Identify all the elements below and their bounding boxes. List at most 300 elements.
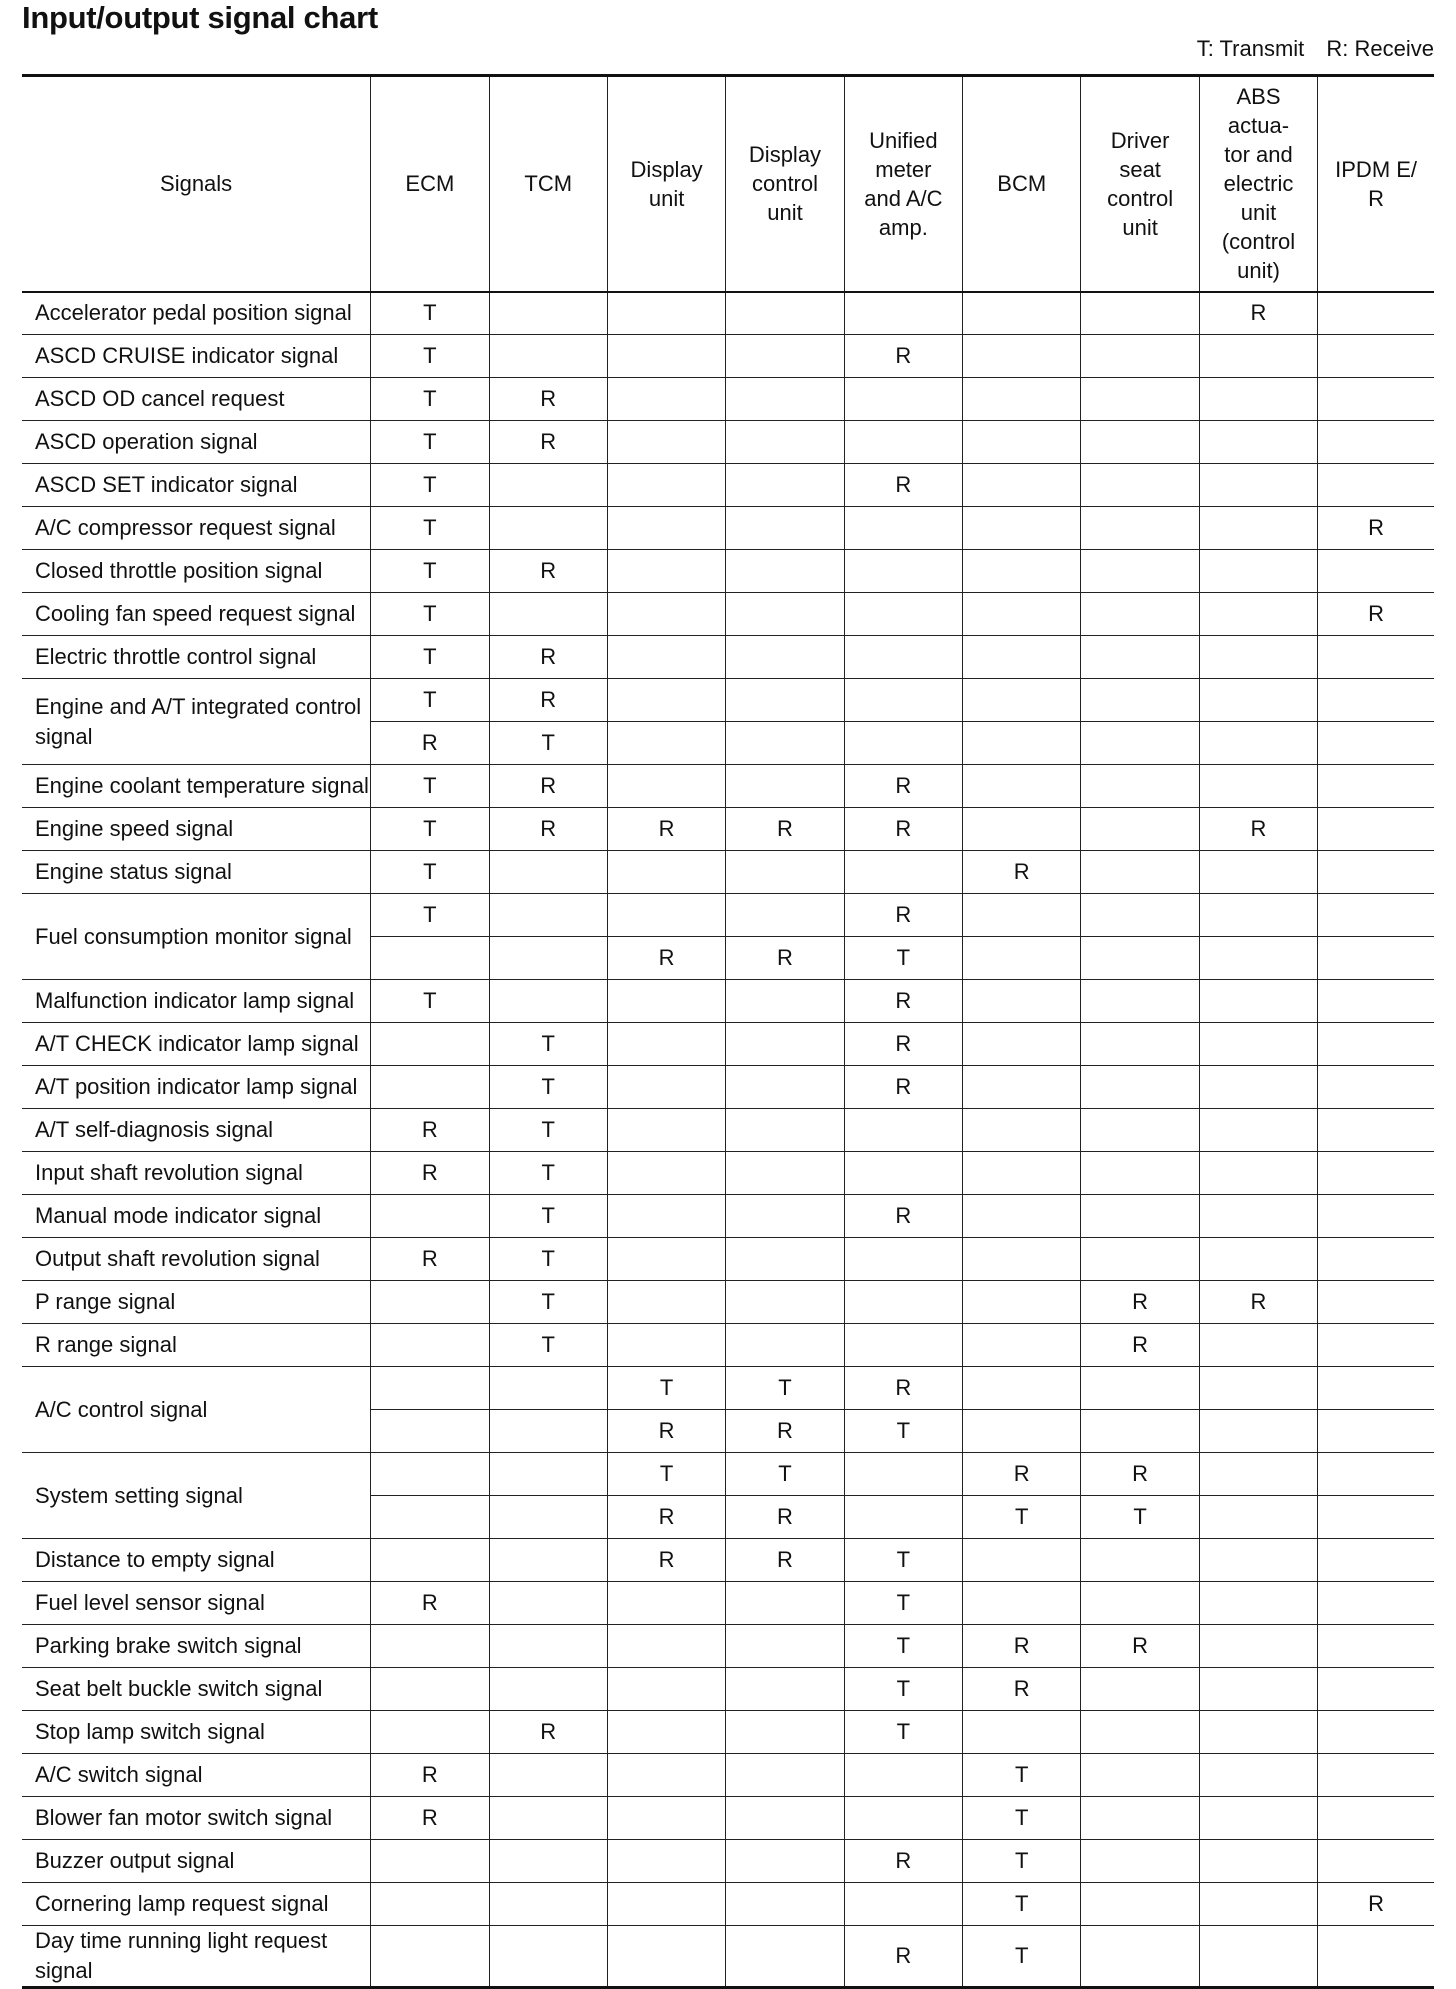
signal-cell [1199, 1883, 1317, 1926]
signal-cell: T [607, 1367, 725, 1410]
signal-cell [489, 937, 607, 980]
signal-name: ASCD OD cancel request [22, 378, 371, 421]
table-row [22, 1754, 1434, 1797]
signal-cell: T [489, 1281, 607, 1324]
table-row [22, 593, 1434, 636]
table-row [22, 1625, 1434, 1668]
signal-cell [489, 507, 607, 550]
signal-cell [1318, 1324, 1434, 1367]
signal-cell [726, 679, 844, 722]
signal-name: Malfunction indicator lamp signal [22, 980, 371, 1023]
signal-name: Input shaft revolution signal [22, 1152, 371, 1195]
signal-cell [1081, 1023, 1199, 1066]
signal-cell [371, 1410, 489, 1453]
signal-cell [607, 1324, 725, 1367]
column-header: Display control unit [726, 76, 844, 292]
signal-cell [1318, 1754, 1434, 1797]
signal-cell: T [371, 765, 489, 808]
signal-cell [1199, 1711, 1317, 1754]
table-row [22, 1023, 1434, 1066]
signal-chart-table [22, 74, 1434, 1989]
signal-cell: R [963, 1453, 1081, 1496]
signal-cell [607, 1109, 725, 1152]
signal-cell [607, 1625, 725, 1668]
signal-name: A/C compressor request signal [22, 507, 371, 550]
signal-name: Engine coolant temperature signal [22, 765, 371, 808]
signal-cell [1318, 1410, 1434, 1453]
table-row [22, 980, 1434, 1023]
signal-cell [607, 550, 725, 593]
signal-cell: R [726, 1410, 844, 1453]
signal-cell [1318, 1453, 1434, 1496]
signal-cell: R [963, 1668, 1081, 1711]
signal-cell [489, 1840, 607, 1883]
table-row [22, 1668, 1434, 1711]
signal-cell: R [1199, 292, 1317, 335]
signal-name: Cooling fan speed request signal [22, 593, 371, 636]
signal-cell [1081, 1883, 1199, 1926]
signal-cell: T [844, 1410, 962, 1453]
signal-cell [963, 980, 1081, 1023]
signal-cell [607, 335, 725, 378]
signal-name: Closed throttle position signal [22, 550, 371, 593]
signal-cell: R [489, 378, 607, 421]
signal-cell [1081, 1754, 1199, 1797]
signal-cell [726, 1840, 844, 1883]
signal-cell [1318, 1195, 1434, 1238]
signal-cell: R [726, 1539, 844, 1582]
signal-cell: T [844, 1582, 962, 1625]
signal-cell [844, 1238, 962, 1281]
signal-cell [607, 1281, 725, 1324]
signal-name: Manual mode indicator signal [22, 1195, 371, 1238]
signal-cell: T [844, 1539, 962, 1582]
table-row [22, 765, 1434, 808]
signal-cell [1318, 1625, 1434, 1668]
table-row [22, 679, 1434, 722]
signal-cell [489, 894, 607, 937]
signal-cell [607, 1754, 725, 1797]
signal-cell: T [489, 1238, 607, 1281]
signal-cell: R [844, 1195, 962, 1238]
signal-cell [963, 894, 1081, 937]
signal-cell [371, 1195, 489, 1238]
signal-cell [1318, 937, 1434, 980]
signal-cell [1081, 507, 1199, 550]
table-row [22, 1238, 1434, 1281]
signal-cell: R [489, 1711, 607, 1754]
signal-cell [371, 1066, 489, 1109]
signal-cell [963, 1539, 1081, 1582]
signal-cell [1318, 1797, 1434, 1840]
signal-cell [489, 980, 607, 1023]
signal-cell [489, 851, 607, 894]
signal-cell [1199, 335, 1317, 378]
signal-cell [1199, 980, 1317, 1023]
signal-cell [1318, 1711, 1434, 1754]
signal-cell [489, 292, 607, 335]
signal-cell: R [371, 1109, 489, 1152]
signal-cell [1318, 808, 1434, 851]
signal-cell [1081, 421, 1199, 464]
signal-cell [963, 1711, 1081, 1754]
signal-cell: T [371, 550, 489, 593]
signal-cell: T [963, 1797, 1081, 1840]
signal-cell [726, 464, 844, 507]
signal-cell [1081, 1195, 1199, 1238]
table-row [22, 1281, 1434, 1324]
signal-cell [1081, 1367, 1199, 1410]
signal-cell: T [371, 851, 489, 894]
column-header: ABS actua- tor and electric unit (control unit) [1199, 76, 1317, 292]
signal-name: Seat belt buckle switch signal [22, 1668, 371, 1711]
signal-cell [726, 507, 844, 550]
signal-cell [1081, 292, 1199, 335]
signal-cell [726, 1109, 844, 1152]
signal-name: Blower fan motor switch signal [22, 1797, 371, 1840]
signal-cell [607, 1797, 725, 1840]
signal-cell [607, 980, 725, 1023]
signal-cell [1081, 1797, 1199, 1840]
signal-cell [963, 722, 1081, 765]
signal-cell [1199, 1066, 1317, 1109]
table-row [22, 464, 1434, 507]
table-row [22, 292, 1434, 335]
signal-name: R range signal [22, 1324, 371, 1367]
legend-transmit: T: Transmit [1196, 36, 1305, 61]
signal-cell [726, 894, 844, 937]
signal-cell [1081, 894, 1199, 937]
signal-cell [844, 636, 962, 679]
signal-cell: T [844, 1711, 962, 1754]
signal-cell [1199, 1410, 1317, 1453]
signal-cell: T [371, 679, 489, 722]
signal-cell [726, 1625, 844, 1668]
signal-cell [963, 1066, 1081, 1109]
signal-cell [1318, 1152, 1434, 1195]
signal-cell: T [371, 636, 489, 679]
signal-cell: T [371, 292, 489, 335]
signal-cell [1318, 1066, 1434, 1109]
signal-cell [1199, 421, 1317, 464]
signal-cell [607, 1926, 725, 1988]
signal-cell [607, 722, 725, 765]
signal-cell [1081, 335, 1199, 378]
signal-cell: R [844, 1926, 962, 1988]
table-row [22, 1066, 1434, 1109]
signal-name: ASCD CRUISE indicator signal [22, 335, 371, 378]
table-row [22, 851, 1434, 894]
signal-cell [607, 1582, 725, 1625]
signal-cell [489, 1539, 607, 1582]
signal-cell [1199, 1668, 1317, 1711]
signal-cell [607, 292, 725, 335]
signal-cell [963, 1410, 1081, 1453]
signal-name: Fuel consumption monitor signal [22, 894, 371, 980]
signal-cell: R [607, 937, 725, 980]
table-body [22, 292, 1434, 1988]
signal-cell: R [844, 1840, 962, 1883]
signal-name: Engine speed signal [22, 808, 371, 851]
signal-cell [489, 1410, 607, 1453]
signal-cell [1318, 1668, 1434, 1711]
signal-cell: T [489, 1066, 607, 1109]
signal-name: P range signal [22, 1281, 371, 1324]
signal-name: Distance to empty signal [22, 1539, 371, 1582]
signal-cell [726, 550, 844, 593]
signal-cell: T [371, 980, 489, 1023]
signal-cell: R [371, 1152, 489, 1195]
signal-name: Electric throttle control signal [22, 636, 371, 679]
signal-name: Parking brake switch signal [22, 1625, 371, 1668]
table-row [22, 550, 1434, 593]
signal-cell [1318, 1023, 1434, 1066]
signal-cell: R [1081, 1281, 1199, 1324]
signal-cell [1199, 1625, 1317, 1668]
signal-name: Accelerator pedal position signal [22, 292, 371, 335]
signal-cell: T [489, 1152, 607, 1195]
signal-name: Fuel level sensor signal [22, 1582, 371, 1625]
signal-cell [1318, 1539, 1434, 1582]
signal-cell [726, 1281, 844, 1324]
signal-cell: R [1081, 1453, 1199, 1496]
signal-cell [844, 722, 962, 765]
signal-cell [489, 1625, 607, 1668]
signal-cell [1081, 808, 1199, 851]
signal-cell [1318, 292, 1434, 335]
signal-cell [1318, 851, 1434, 894]
signal-cell [1199, 679, 1317, 722]
signal-cell [607, 1023, 725, 1066]
signal-cell: R [963, 1625, 1081, 1668]
signal-cell: R [726, 808, 844, 851]
signal-cell [607, 765, 725, 808]
column-header: TCM [489, 76, 607, 292]
signal-cell [1081, 1152, 1199, 1195]
signal-cell: R [963, 851, 1081, 894]
page-title: Input/output signal chart [22, 0, 378, 35]
signal-cell: R [1318, 1883, 1434, 1926]
signal-cell: T [844, 1668, 962, 1711]
signal-cell [1199, 1453, 1317, 1496]
signal-cell [1081, 464, 1199, 507]
signal-cell [844, 851, 962, 894]
signal-cell: R [607, 1496, 725, 1539]
table-row [22, 1926, 1434, 1988]
signal-cell [844, 1754, 962, 1797]
signal-cell: T [371, 335, 489, 378]
signal-cell [844, 1152, 962, 1195]
signal-cell [1081, 636, 1199, 679]
signal-cell: R [844, 1023, 962, 1066]
signal-cell [607, 679, 725, 722]
signal-cell: R [607, 1410, 725, 1453]
signal-name: System setting signal [22, 1453, 371, 1539]
signal-cell [1081, 1840, 1199, 1883]
signal-cell [489, 1367, 607, 1410]
signal-cell [1081, 1238, 1199, 1281]
signal-cell [1081, 937, 1199, 980]
signal-cell: R [726, 937, 844, 980]
signal-cell: T [371, 894, 489, 937]
signal-cell [1081, 1109, 1199, 1152]
signal-cell [1199, 1109, 1317, 1152]
signal-cell [1081, 1668, 1199, 1711]
signal-cell [844, 1797, 962, 1840]
signal-cell: T [607, 1453, 725, 1496]
signal-cell [726, 765, 844, 808]
table-row [22, 1367, 1434, 1410]
signal-cell: T [963, 1926, 1081, 1988]
signal-cell [1318, 378, 1434, 421]
signal-cell [1318, 1840, 1434, 1883]
signal-cell: R [1081, 1625, 1199, 1668]
signal-cell [963, 1023, 1081, 1066]
signal-cell: R [844, 808, 962, 851]
signal-cell: T [963, 1883, 1081, 1926]
signal-cell [1199, 507, 1317, 550]
signal-cell: R [489, 679, 607, 722]
signal-cell: T [963, 1840, 1081, 1883]
signal-cell [963, 1324, 1081, 1367]
signal-cell [963, 1109, 1081, 1152]
signal-name: Cornering lamp request signal [22, 1883, 371, 1926]
signal-cell [963, 335, 1081, 378]
signal-cell [1318, 335, 1434, 378]
signal-cell [726, 1324, 844, 1367]
signal-cell [1318, 765, 1434, 808]
signal-cell [371, 1367, 489, 1410]
signal-cell: R [844, 980, 962, 1023]
signal-cell [1081, 593, 1199, 636]
signal-cell [1199, 636, 1317, 679]
signal-cell: T [371, 421, 489, 464]
signal-cell: R [1081, 1324, 1199, 1367]
signal-name: Engine status signal [22, 851, 371, 894]
signal-cell [963, 679, 1081, 722]
signal-cell [963, 1582, 1081, 1625]
signal-cell [1199, 1195, 1317, 1238]
table-row [22, 1582, 1434, 1625]
signal-cell [726, 1883, 844, 1926]
signal-cell [726, 1711, 844, 1754]
signal-cell [371, 1625, 489, 1668]
signal-cell: R [489, 421, 607, 464]
signal-cell: T [1081, 1496, 1199, 1539]
signal-cell [963, 292, 1081, 335]
signal-cell [607, 1066, 725, 1109]
signal-cell [1081, 550, 1199, 593]
signal-cell [844, 1281, 962, 1324]
signal-cell [726, 593, 844, 636]
signal-cell [1318, 1109, 1434, 1152]
signal-cell [371, 1840, 489, 1883]
signal-cell [371, 1324, 489, 1367]
signal-cell [607, 851, 725, 894]
legend [1181, 36, 1434, 62]
signal-name: A/T self-diagnosis signal [22, 1109, 371, 1152]
signal-cell [1199, 1023, 1317, 1066]
signal-cell [726, 421, 844, 464]
signal-cell [1081, 378, 1199, 421]
header-row [22, 76, 1434, 292]
signal-cell [844, 1109, 962, 1152]
signal-cell [726, 980, 844, 1023]
signal-cell [963, 421, 1081, 464]
signal-cell [371, 1281, 489, 1324]
signal-cell: R [844, 1066, 962, 1109]
signal-cell [371, 1926, 489, 1988]
signal-cell [726, 1195, 844, 1238]
signal-cell: T [489, 1109, 607, 1152]
signal-name: Output shaft revolution signal [22, 1238, 371, 1281]
signal-cell [1199, 1367, 1317, 1410]
signal-cell: R [371, 1238, 489, 1281]
signal-cell: R [844, 894, 962, 937]
signal-cell [489, 1453, 607, 1496]
signal-cell [844, 593, 962, 636]
signal-cell: R [844, 765, 962, 808]
signal-cell [963, 1195, 1081, 1238]
signal-cell [489, 1754, 607, 1797]
signal-cell [371, 1883, 489, 1926]
signal-cell [844, 1324, 962, 1367]
signal-cell [607, 1711, 725, 1754]
signal-cell: T [371, 808, 489, 851]
signal-cell: R [1318, 507, 1434, 550]
signal-cell [963, 937, 1081, 980]
signal-cell [1318, 894, 1434, 937]
signal-cell [844, 1496, 962, 1539]
signal-cell [489, 1582, 607, 1625]
signal-cell: T [371, 464, 489, 507]
signal-cell: T [371, 378, 489, 421]
signal-cell [607, 636, 725, 679]
signal-cell [1199, 765, 1317, 808]
signal-cell [1081, 765, 1199, 808]
signal-cell [489, 1797, 607, 1840]
signal-cell [963, 1238, 1081, 1281]
signal-cell: R [607, 1539, 725, 1582]
table-row [22, 1152, 1434, 1195]
signal-cell [1199, 1496, 1317, 1539]
signal-cell: T [489, 1324, 607, 1367]
signal-cell [963, 550, 1081, 593]
signal-cell [963, 636, 1081, 679]
signal-cell [1199, 1324, 1317, 1367]
signal-cell [726, 1582, 844, 1625]
signal-cell [1318, 1281, 1434, 1324]
signal-cell [844, 679, 962, 722]
signal-cell: T [726, 1367, 844, 1410]
signal-cell [963, 808, 1081, 851]
signal-cell: T [489, 722, 607, 765]
signal-cell: R [371, 1582, 489, 1625]
signal-cell [1199, 550, 1317, 593]
signal-cell [963, 1152, 1081, 1195]
signal-cell [1081, 1711, 1199, 1754]
signal-cell [844, 421, 962, 464]
column-header: IPDM E/ R [1318, 76, 1434, 292]
signal-cell: T [371, 507, 489, 550]
table-row [22, 1883, 1434, 1926]
signal-cell: T [371, 593, 489, 636]
signal-cell [607, 507, 725, 550]
signal-cell [371, 937, 489, 980]
signal-cell: R [1318, 593, 1434, 636]
signal-cell [1318, 1238, 1434, 1281]
signal-cell [1081, 722, 1199, 765]
